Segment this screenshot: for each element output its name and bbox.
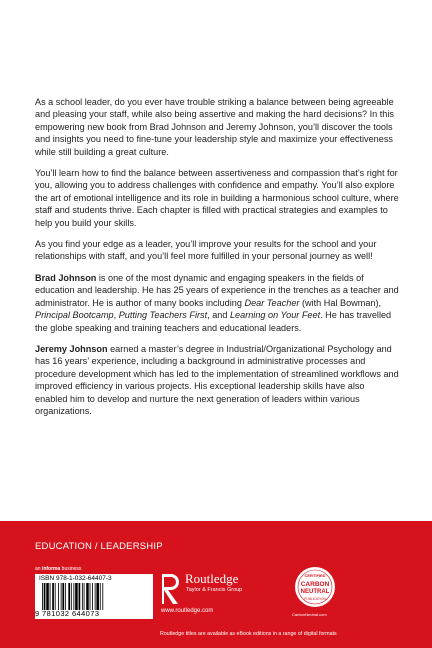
- bio-text: . He has travelled the globe speaking and training teachers and educational leaders.: [35, 310, 392, 333]
- carbon-neutral-badge-icon: [294, 566, 336, 608]
- bio-text: earned a master’s degree in Industrial/Organizational Psychology and has 16 years’ experience, including a background in administrative processes and procedure development which has led to the implementation of streamlined workflows and improved efficiency in various projects. His exceptional leadership skills have also enabled him to develop and nurture the next generation of leaders within various organizations.: [35, 343, 399, 416]
- barcode-digits: 9 781032 644073: [35, 609, 100, 618]
- carbon-neutral-url: CarbonNeutral.com: [292, 612, 327, 617]
- carbon-top-text: CERTIFIED: [304, 573, 326, 578]
- author-name: Jeremy Johnson: [35, 343, 108, 354]
- routledge-logo-icon: [160, 574, 182, 604]
- bio-text: , and: [207, 310, 230, 321]
- bio-text: is one of the most dynamic and engaging speakers in the fields of education and leadership. He has 25 years of experience in the trenches as a teacher and administrator. He is author of many books including: [35, 272, 399, 308]
- book-title: Putting Teachers First: [118, 310, 208, 321]
- barcode: [35, 574, 153, 619]
- book-title: Learning on Your Feet: [229, 310, 321, 321]
- isbn-text: ISBN 978-1-032-64407-3: [39, 575, 112, 582]
- publisher-subtitle: Taylor & Francis Group: [186, 587, 243, 593]
- publisher-url: www.routledge.com: [161, 608, 214, 614]
- bio-text: (with Hal Bowman),: [299, 297, 382, 308]
- informa-brand: informa: [41, 566, 61, 572]
- blurb-paragraph: You’ll learn how to find the balance between assertiveness and compassion that’s right for you, allowing you to address challenges with confidence and empathy. You’ll also explore the art of emotional intelligence and its role in building a harmonious school culture, where staff and students thrive. Each chapter is filled with practical strategies and examples to help you build your skills.: [35, 168, 399, 228]
- book-title: Principal Bootcamp: [35, 310, 114, 321]
- informa-suffix: business: [60, 566, 82, 572]
- ebook-note: Routledge titles are available as eBook editions in a range of digital formats: [160, 631, 337, 637]
- carbon-mid2-text: NEUTRAL: [300, 589, 330, 595]
- barcode-bars-icon: [41, 583, 149, 610]
- author-bio-brad: [35, 272, 399, 334]
- informa-tag: [35, 566, 81, 572]
- author-name: Brad Johnson: [35, 272, 97, 283]
- carbon-mid1-text: CARBON: [300, 581, 330, 588]
- bio-text: ,: [113, 310, 119, 321]
- blurb-paragraph: As a school leader, do you ever have trouble striking a balance between being agreeable and pleasing your staff, while also being assertive and making the hard decisions? In this empowering new book from Brad Johnson and Jeremy Johnson, you’ll discover the tools and insights you need to fine-tune your leadership style and maximize your effectiveness while still building a great culture.: [35, 97, 394, 157]
- carbon-bottom-text: PUBLICATION: [304, 597, 326, 601]
- category-label: EDUCATION / LEADERSHIP: [35, 541, 163, 552]
- publisher-name: Routledge: [185, 571, 239, 586]
- book-title: Dear Teacher: [244, 297, 300, 308]
- informa-prefix: an: [35, 566, 42, 572]
- blurb-paragraph: As you find your edge as a leader, you’ll improve your results for the school and your relationships with staff, and you’ll feel more fulfilled in your personal journey as well!: [35, 239, 377, 262]
- author-bio-jeremy: [35, 343, 399, 417]
- red-footer-band: [0, 521, 432, 648]
- blurb: [35, 96, 399, 426]
